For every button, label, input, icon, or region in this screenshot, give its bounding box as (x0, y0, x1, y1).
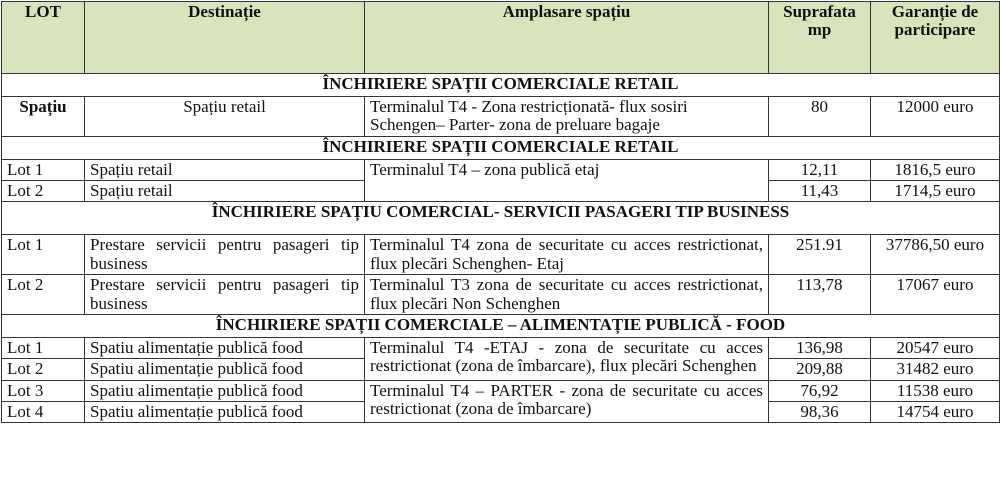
guarantee-cell: 1816,5 euro (871, 159, 1000, 180)
destination-cell: Spatiu alimentație publică food (85, 380, 365, 401)
header-destination: Destinație (85, 2, 365, 74)
section-title: ÎNCHIRIERE SPAȚIU COMERCIAL- SERVICII PASAGERI TIP BUSINESS (2, 202, 1000, 235)
location-cell: Terminalul T4 -ETAJ - zona de securitate cu acces restrictionat (zona de îmbarcare), flux plecări Schenghen (365, 337, 769, 380)
lot-cell: Lot 1 (2, 337, 85, 358)
destination-cell: Spațiu retail (85, 97, 365, 137)
area-cell: 251.91 (769, 235, 871, 275)
location-cell: Terminalul T4 – PARTER - zona de securitate cu acces restrictionat (zona de îmbarcare) (365, 380, 769, 423)
guarantee-cell: 1714,5 euro (871, 181, 1000, 202)
destination-cell: Spatiu alimentație publică food (85, 359, 365, 380)
area-cell: 98,36 (769, 401, 871, 422)
lot-cell: Lot 1 (2, 235, 85, 275)
lot-cell: Lot 3 (2, 380, 85, 401)
destination-cell: Spatiu alimentație publică food (85, 401, 365, 422)
destination-cell: Spațiu retail (85, 181, 365, 202)
section-title: ÎNCHIRIERE SPAȚII COMERCIALE RETAIL (2, 74, 1000, 97)
guarantee-cell: 17067 euro (871, 275, 1000, 315)
section-row (2, 202, 1000, 235)
guarantee-cell: 14754 euro (871, 401, 1000, 422)
area-cell: 209,88 (769, 359, 871, 380)
table-row (2, 97, 1000, 137)
destination-cell: Prestare servicii pentru pasageri tip business (85, 275, 365, 315)
table-row (2, 337, 1000, 358)
area-cell: 11,43 (769, 181, 871, 202)
section-row (2, 74, 1000, 97)
lot-cell: Lot 2 (2, 359, 85, 380)
lot-cell: Lot 2 (2, 275, 85, 315)
header-lot: LOT (2, 2, 85, 74)
location-cell: Terminalul T4 - Zona restricționată- flux sosiri Schengen– Parter- zona de preluare bagaje (365, 97, 769, 137)
header-guarantee: Garanție de participare (871, 2, 1000, 74)
section-row (2, 136, 1000, 159)
lots-table (1, 1, 1000, 423)
area-cell: 113,78 (769, 275, 871, 315)
guarantee-cell: 12000 euro (871, 97, 1000, 137)
location-cell: Terminalul T4 – zona publică etaj (365, 159, 769, 202)
section-row (2, 314, 1000, 337)
area-cell: 12,11 (769, 159, 871, 180)
table-header-row (2, 2, 1000, 74)
lot-cell: Lot 2 (2, 181, 85, 202)
area-cell: 136,98 (769, 337, 871, 358)
lot-cell: Lot 1 (2, 159, 85, 180)
destination-cell: Prestare servicii pentru pasageri tip business (85, 235, 365, 275)
area-cell: 80 (769, 97, 871, 137)
lot-cell: Spațiu (2, 97, 85, 137)
destination-cell: Spatiu alimentație publică food (85, 337, 365, 358)
section-title: ÎNCHIRIERE SPAȚII COMERCIALE – ALIMENTAȚIE PUBLICĂ - FOOD (2, 314, 1000, 337)
table-row (2, 275, 1000, 315)
header-area: Suprafata mp (769, 2, 871, 74)
section-title: ÎNCHIRIERE SPAȚII COMERCIALE RETAIL (2, 136, 1000, 159)
guarantee-cell: 20547 euro (871, 337, 1000, 358)
location-cell: Terminalul T4 zona de securitate cu acces restrictionat, flux plecări Schenghen- Etaj (365, 235, 769, 275)
lot-cell: Lot 4 (2, 401, 85, 422)
area-cell: 76,92 (769, 380, 871, 401)
destination-cell: Spațiu retail (85, 159, 365, 180)
table-row (2, 159, 1000, 180)
guarantee-cell: 31482 euro (871, 359, 1000, 380)
guarantee-cell: 11538 euro (871, 380, 1000, 401)
table-row (2, 235, 1000, 275)
header-location: Amplasare spațiu (365, 2, 769, 74)
guarantee-cell: 37786,50 euro (871, 235, 1000, 275)
table-row (2, 380, 1000, 401)
location-cell: Terminalul T3 zona de securitate cu acces restrictionat, flux plecări Non Schenghen (365, 275, 769, 315)
